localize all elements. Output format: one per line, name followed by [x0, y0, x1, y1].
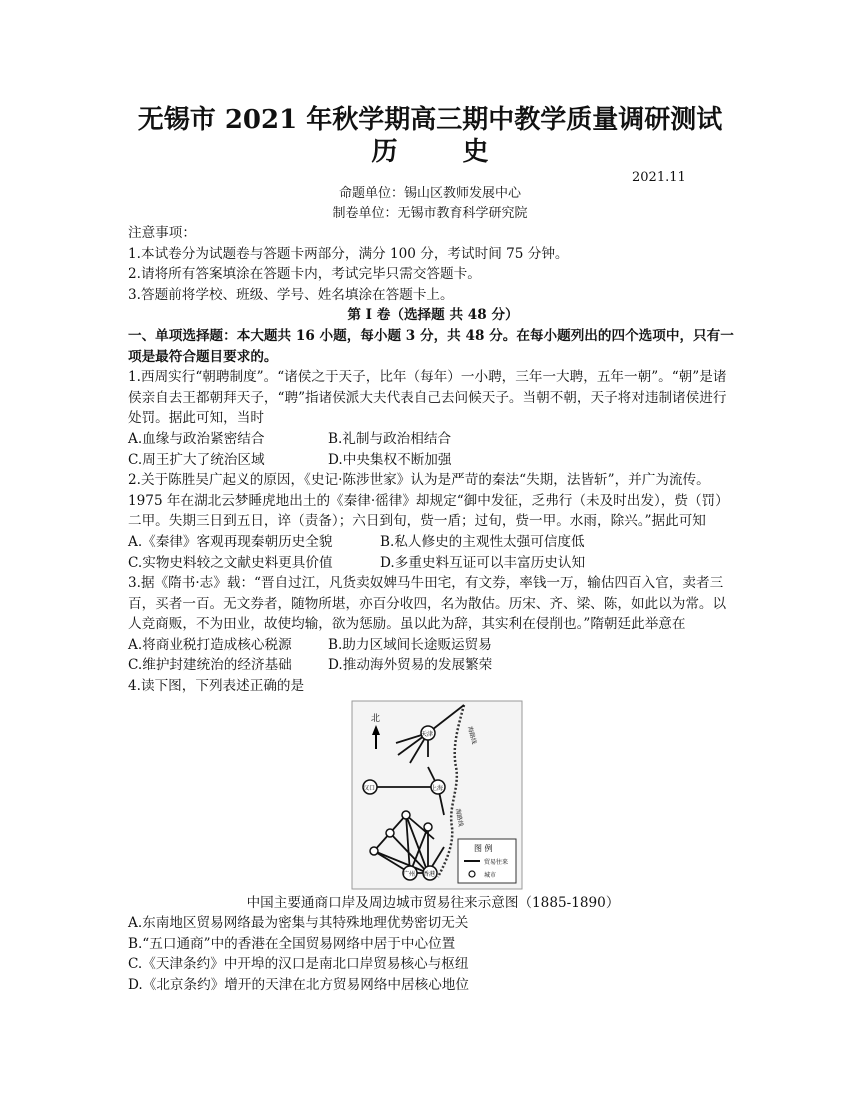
question-stem: 2.关于陈胜吴广起义的原因，《史记·陈涉世家》认为是严苛的秦法“失期，法皆斩”，并广为流传。1975 年在湖北云梦睡虎地出土的《秦律·徭律》却规定“御中发征，乏弗行（未及时出发），赀（罚）二甲。失期三日到五日，谇（责备）；六日到旬，赀一盾；过旬，赀一甲。水雨，除兴。”据此可知 [128, 472, 729, 530]
legend-city-icon [469, 871, 475, 877]
option-d: D.推动海外贸易的发展繁荣 [328, 657, 493, 674]
city-label: 天津 [421, 730, 434, 738]
exam-date: 2021.11 [632, 170, 686, 185]
exam-body [128, 223, 738, 996]
trade-map [128, 697, 738, 893]
option-row [128, 655, 738, 676]
option-row [128, 532, 738, 553]
option-a: A.将商业税打造成核心税源 [128, 636, 292, 653]
option-a: A.《秦律》客观再现秦朝历史全貌 [128, 533, 333, 550]
option-row [128, 450, 738, 471]
city-label: 广州 [403, 870, 416, 878]
option-c: C.维护封建统治的经济基础 [128, 657, 292, 674]
exam-subject: 历 史 [371, 137, 517, 167]
route-label: 海路线 [454, 807, 465, 827]
option-a: A.东南地区贸易网络最为密集与其特殊地理优势密切无关 [128, 915, 469, 932]
option-c: C.《天津条约》中开埠的汉口是南北口岸贸易核心与枢纽 [128, 956, 469, 973]
north-label: 北 [371, 713, 381, 724]
option-a: A.血缘与政治紧密结合 [128, 430, 265, 447]
option-row [128, 635, 738, 656]
section-title: 第 I 卷（选择题 共 48 分） [347, 307, 519, 324]
question-stem: 3.据《隋书·志》载：“晋自过江，凡货卖奴婢马牛田宅，有文券，率钱一万，输估四百入官，卖者三百，买者一百。无文券者，随物所堪，亦百分收四，名为散估。历宋、齐、梁、陈，如此以为常。以人竞商贩，不为田业，故使均输，欲为惩励。虽以此为辞，其实利在侵削也。”隋朝廷此举意在 [128, 575, 727, 633]
option-b: B.私人修史的主观性太强可信度低 [380, 533, 585, 550]
option-b: B.礼制与政治相结合 [328, 430, 452, 447]
question-stem: 4.读下图，下列表述正确的是 [128, 678, 305, 695]
route-label: 海路线 [466, 725, 478, 745]
option-row [128, 429, 738, 450]
option-b: B.助力区域间长途贩运贸易 [328, 636, 492, 653]
option-c: C.实物史料较之文献史料更具价值 [128, 554, 333, 571]
city-label: 汉口 [363, 784, 376, 792]
notes-heading: 注意事项： [128, 225, 196, 241]
note-item: 2.请将所有答案填涂在答题卡内，考试完毕只需交答题卡。 [128, 266, 481, 283]
option-row [128, 553, 738, 574]
exam-title: 无锡市 2021 年秋学期高三期中教学质量调研测试 [137, 105, 723, 135]
legend-item: 贸易往来 [484, 858, 509, 866]
legend-title: 图 例 [474, 843, 493, 853]
print-unit: 制卷单位：无锡市教育科学研究院 [332, 206, 528, 221]
option-d: D.《北京条约》增开的天津在北方贸易网络中居核心地位 [128, 977, 469, 994]
figure-caption: 中国主要通商口岸及周边城市贸易往来示意图（1885-1890） [246, 894, 620, 911]
option-b: B.“五口通商”中的香港在全国贸易网络中居于中心位置 [128, 935, 456, 952]
section-instruction: 一、单项选择题：本大题共 16 小题，每小题 3 分，共 48 分。在每小题列出的四个选项中，只有一项是最符合题目要求的。 [128, 327, 734, 365]
trade-map-figure [128, 697, 738, 893]
city-label: 上海 [431, 784, 444, 792]
note-item: 3.答题前将学校、班级、学号、姓名填涂在答题卡上。 [128, 286, 454, 303]
option-d: D.多重史料互证可以丰富历史认知 [380, 554, 586, 571]
option-d: D.中央集权不断加强 [328, 451, 452, 468]
compile-unit: 命题单位：锡山区教师发展中心 [338, 186, 521, 201]
note-item: 1.本试卷分为试题卷与答题卡两部分，满分 100 分，考试时间 75 分钟。 [128, 245, 569, 262]
legend-item: 城市 [484, 871, 497, 879]
city-label: 香港 [423, 870, 436, 878]
option-c: C.周王扩大了统治区域 [128, 451, 265, 468]
question-stem: 1.西周实行“朝聘制度”。“诸侯之于天子，比年（每年）一小聘，三年一大聘，五年一朝”。“朝”是诸侯亲自去王都朝拜天子，“聘”指诸侯派大夫代表自己去问候天子。当朝不朝，天子将对违制诸侯进行处罚。据此可知，当时 [128, 369, 727, 427]
